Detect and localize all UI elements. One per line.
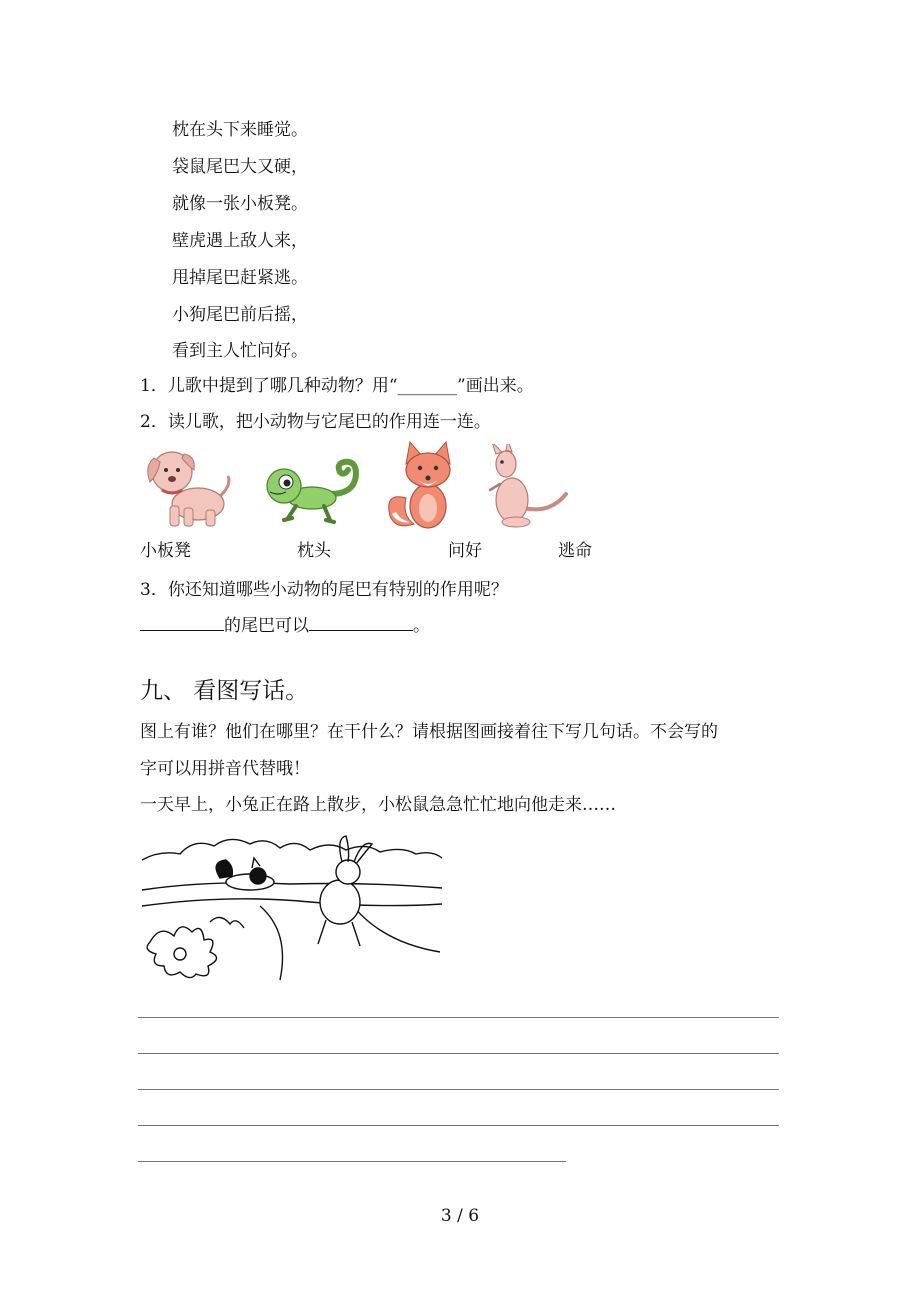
poem-line: 就像一张小板凳。 <box>172 194 308 214</box>
answer-blank-animal[interactable] <box>140 614 224 631</box>
question-3-answer[interactable] <box>140 614 430 636</box>
writing-line[interactable] <box>138 1089 779 1090</box>
story-illustration <box>140 832 445 982</box>
question-2: 2．读儿歌，把小动物与它尾巴的作用连一连。 <box>140 412 491 432</box>
lizard-icon <box>260 456 365 528</box>
question-3: 3．你还知道哪些小动物的尾巴有特别的作用呢？ <box>140 580 508 600</box>
label-stool: 小板凳 <box>140 541 191 561</box>
answer-blank-function[interactable] <box>309 614 413 631</box>
poem-line: 袋鼠尾巴大又硬， <box>172 157 308 177</box>
page-number: 3 / 6 <box>440 1206 480 1226</box>
dog-icon <box>140 446 235 530</box>
story-start: 一天早上，小兔正在路上散步，小松鼠急急忙忙地向他走来…… <box>140 795 616 815</box>
writing-line[interactable] <box>138 1017 779 1018</box>
label-greet: 问好 <box>448 541 482 561</box>
poem-line: 小狗尾巴前后摇， <box>172 305 308 325</box>
writing-line[interactable] <box>138 1161 566 1162</box>
poem-line: 壁虎遇上敌人来， <box>172 231 308 251</box>
writing-line[interactable] <box>138 1125 779 1126</box>
label-escape: 逃命 <box>558 541 592 561</box>
label-pillow: 枕头 <box>297 541 331 561</box>
kangaroo-icon <box>480 444 570 530</box>
instruction-line: 字可以用拼音代替哦！ <box>140 759 310 779</box>
poem-line: 看到主人忙问好。 <box>172 341 308 361</box>
question-3-end: 。 <box>413 616 430 636</box>
poem-line: 枕在头下来睡觉。 <box>172 120 308 140</box>
question-1-text: 1．儿歌中提到了哪几种动物？用“ <box>140 376 398 396</box>
writing-line[interactable] <box>138 1053 779 1054</box>
poem-line: 甩掉尾巴赶紧逃。 <box>172 268 308 288</box>
question-1 <box>140 376 534 396</box>
section-heading: 九、 看图写话。 <box>140 678 309 704</box>
instruction-line: 图上有谁？他们在哪里？在干什么？请根据图画接着往下写几句话。不会写的 <box>140 722 718 742</box>
question-1-blank: _______ <box>397 376 458 396</box>
question-3-middle: 的尾巴可以 <box>224 616 309 636</box>
question-1-end: ”画出来。 <box>457 376 534 396</box>
fox-icon <box>384 440 464 532</box>
